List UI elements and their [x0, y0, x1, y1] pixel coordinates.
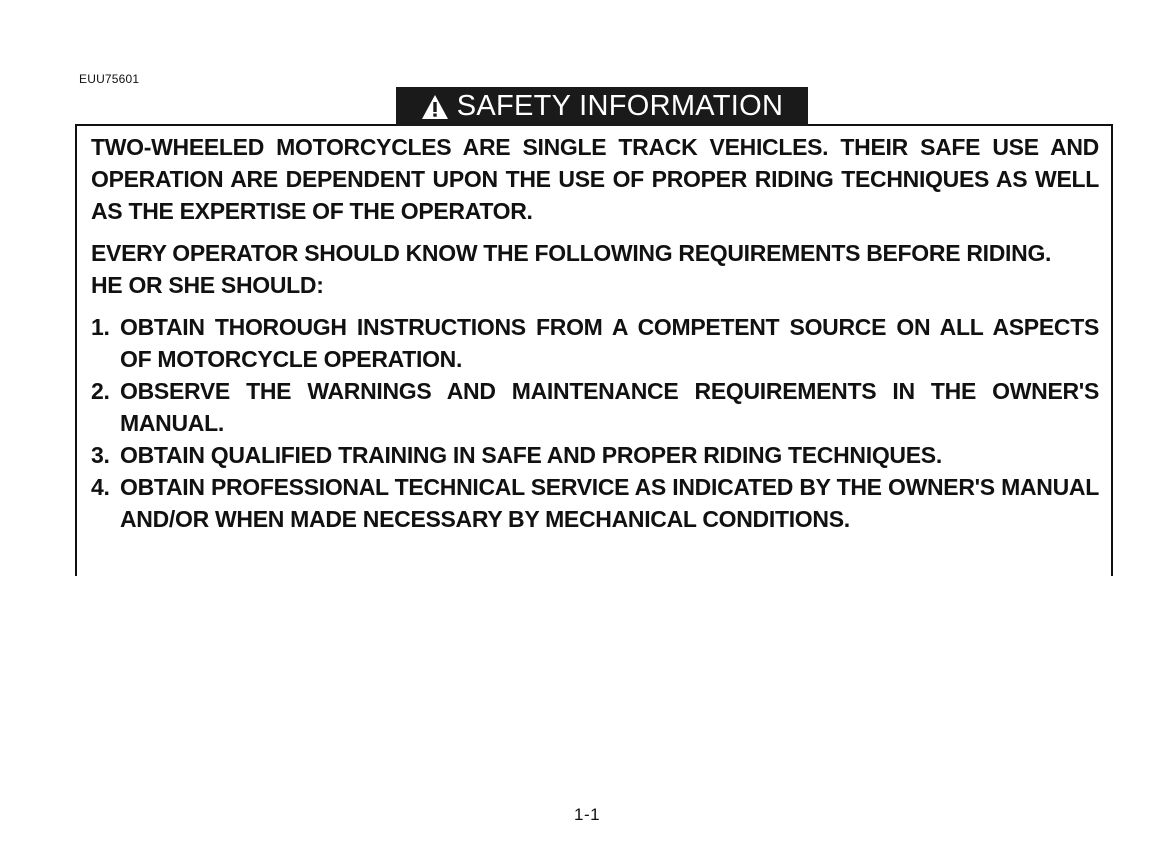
intro-paragraph: TWO-WHEELED MOTORCYCLES ARE SINGLE TRACK VEHICLES. THEIR SAFE USE AND OPERATION ARE DEPENDENT UPON THE USE OF PROPER RIDING TECHNIQUES AS WELL AS THE EXPERTISE OF THE OPERATOR. [91, 134, 1099, 224]
requirements-intro: EVERY OPERATOR SHOULD KNOW THE FOLLOWING REQUIREMENTS BEFORE RIDING. [91, 240, 1052, 266]
list-item [91, 471, 1099, 535]
list-item-number: 4. [91, 474, 110, 500]
requirements-lead: HE OR SHE SHOULD: [91, 272, 324, 298]
document-code: EUU75601 [79, 72, 140, 86]
section-title: SAFETY INFORMATION [456, 90, 784, 122]
requirements-list [91, 311, 1099, 535]
list-item-number: 3. [91, 442, 110, 468]
safety-content [91, 131, 1099, 535]
warning-triangle-icon [421, 94, 449, 120]
page-number: 1-1 [574, 805, 601, 824]
list-item-number: 2. [91, 378, 110, 404]
list-item-text: OBTAIN PROFESSIONAL TECHNICAL SERVICE AS INDICATED BY THE OWNER'S MANUAL AND/OR WHEN MADE NECESSARY BY MECHANICAL CONDITIONS. [120, 474, 1099, 532]
list-item-text: OBTAIN THOROUGH INSTRUCTIONS FROM A COMPETENT SOURCE ON ALL ASPECTS OF MOTORCYCLE OPERATION. [120, 314, 1099, 372]
list-item-text: OBSERVE THE WARNINGS AND MAINTENANCE REQUIREMENTS IN THE OWNER'S MANUAL. [120, 378, 1099, 436]
list-item [91, 439, 1099, 471]
list-item [91, 375, 1099, 439]
list-item-text: OBTAIN QUALIFIED TRAINING IN SAFE AND PROPER RIDING TECHNIQUES. [120, 442, 942, 468]
list-item-number: 1. [91, 314, 110, 340]
list-item [91, 311, 1099, 375]
section-title-bar [396, 87, 808, 126]
